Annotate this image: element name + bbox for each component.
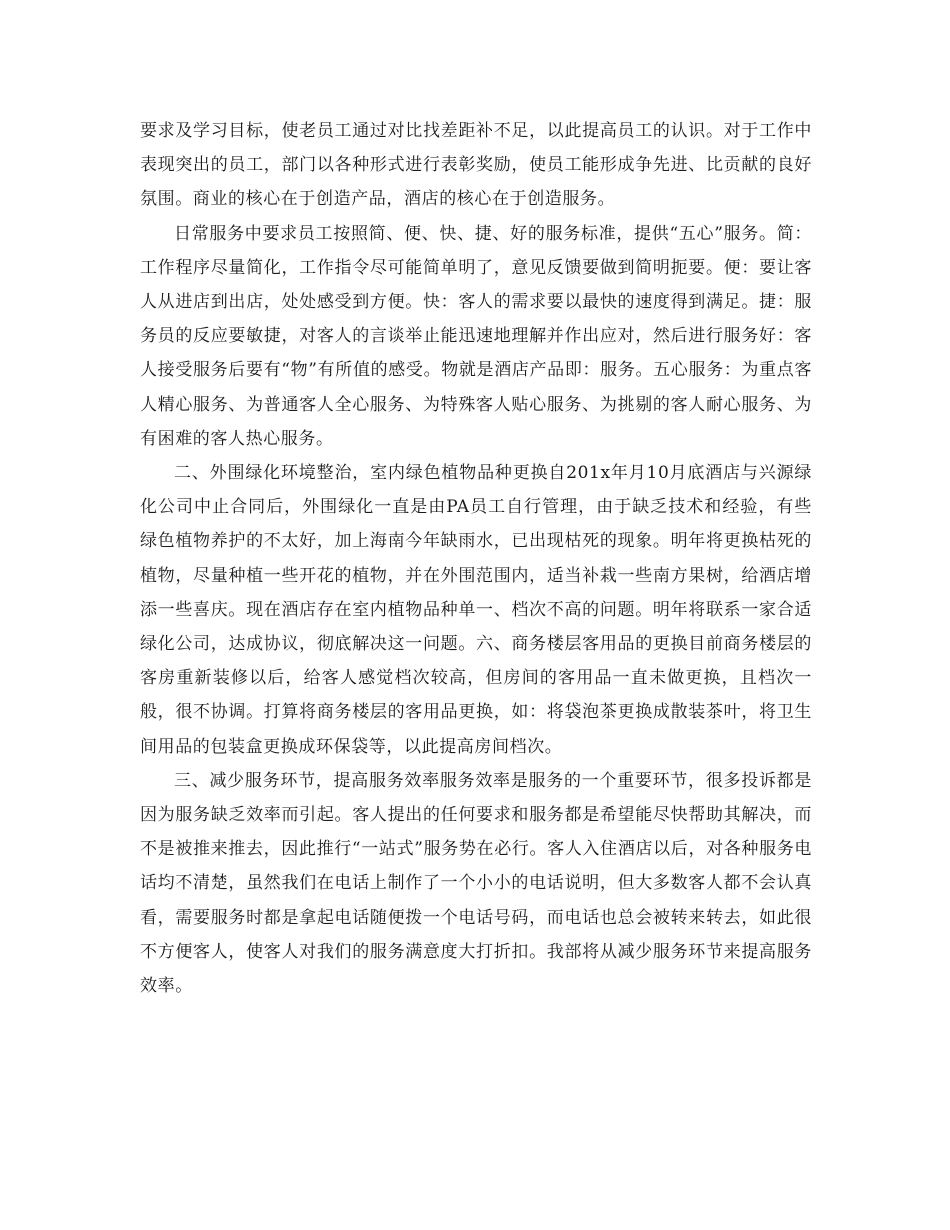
paragraph-3: 二、外围绿化环境整治，室内绿色植物品种更换自201x年月10月底酒店与兴源绿化公司中止合同后，外围绿化一直是由PA员工自行管理，由于缺乏技术和经验，有些绿色植物养护的不太好，加上海南今年缺雨水，已出现枯死的现象。明年将更换枯死的植物，尽量种植一些开花的植物，并在外围范围内，适当补栽一些南方果树，给酒店增添一些喜庆。现在酒店存在室内植物品种单一、档次不高的问题。明年将联系一家合适绿化公司，达成协议，彻底解决这一问题。六、商务楼层客用品的更换目前商务楼层的客房重新装修以后，给客人感觉档次较高，但房间的客用品一直未做更换，且档次一般，很不协调。打算将商务楼层的客用品更换，如：将袋泡茶更换成散装茶叶，将卫生间用品的包装盒更换成环保袋等，以此提高房间档次。	[140, 463, 812, 757]
paragraph-1: 要求及学习目标，使老员工通过对比找差距补不足，以此提高员工的认识。对于工作中表现突出的员工，部门以各种形式进行表彰奖励，使员工能形成争先进、比贡献的良好氛围。商业的核心在于创造产品，酒店的核心在于创造服务。	[140, 121, 812, 210]
paragraph-4: 三、减少服务环节，提高服务效率服务效率是服务的一个重要环节，很多投诉都是因为服务缺乏效率而引起。客人提出的任何要求和服务都是希望能尽快帮助其解决，而不是被推来推去，因此推行“一站式”服务势在必行。客人入住酒店以后，对各种服务电话均不清楚，虽然我们在电话上制作了一个小小的电话说明，但大多数客人都不会认真看，需要服务时都是拿起电话随便拨一个电话号码，而电话也总会被转来转去，如此很不方便客人，使客人对我们的服务满意度大打折扣。我部将从减少服务环节来提高服务效率。	[140, 770, 812, 997]
paragraph-2: 日常服务中要求员工按照简、便、快、捷、好的服务标准，提供“五心”服务。简：工作程序尽量简化，工作指令尽可能简单明了，意见反馈要做到简明扼要。便：要让客人从进店到出店，处处感受到方便。快：客人的需求要以最快的速度得到满足。捷：服务员的反应要敏捷，对客人的言谈举止能迅速地理解并作出应对，然后进行服务好：客人接受服务后要有“物”有所值的感受。物就是酒店产品即：服务。五心服务：为重点客人精心服务、为普通客人全心服务、为特殊客人贴心服务、为挑剔的客人耐心服务、为有困难的客人热心服务。	[140, 223, 812, 449]
document-body	[140, 114, 812, 1003]
